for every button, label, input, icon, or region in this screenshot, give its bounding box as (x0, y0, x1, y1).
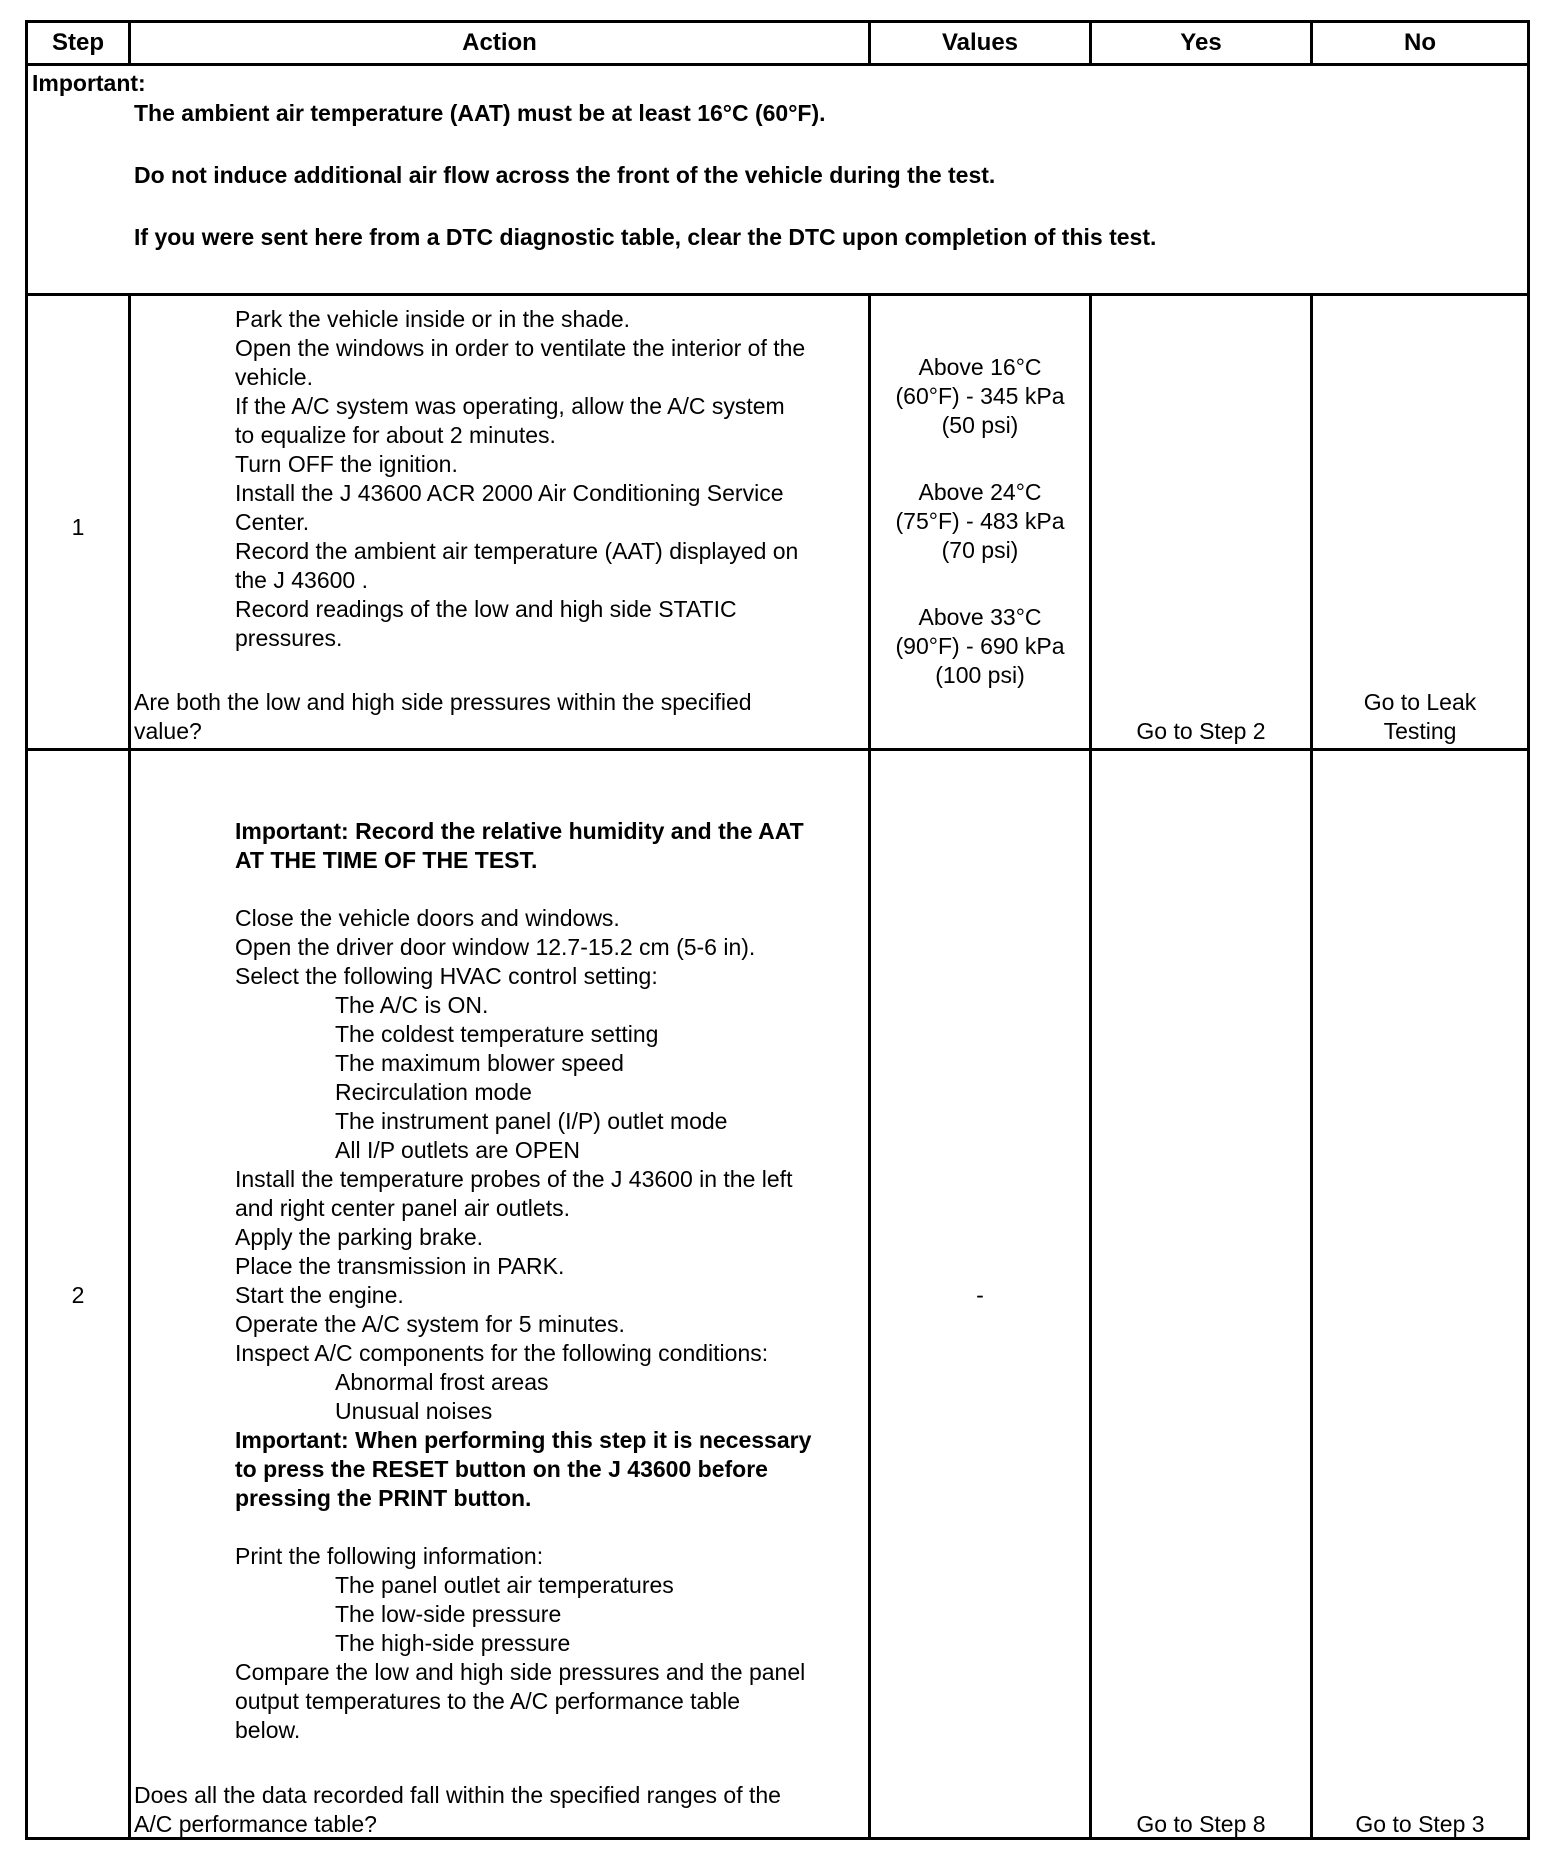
action-line: Close the vehicle doors and windows. (235, 905, 620, 931)
action-line: Open the windows in order to ventilate the interior of the (235, 335, 806, 361)
condition-item: Abnormal frost areas (335, 1369, 549, 1395)
column-divider (1089, 293, 1092, 1840)
action-line: the J 43600 . (235, 567, 368, 593)
action-line: Place the transmission in PARK. (235, 1253, 565, 1279)
value-line: (60°F) - 345 kPa (895, 383, 1065, 409)
print-item: The high-side pressure (335, 1630, 571, 1656)
print-intro: Print the following information: (235, 1543, 544, 1569)
row-divider (28, 293, 1527, 296)
step1-actions (235, 305, 865, 653)
hvac-setting: All I/P outlets are OPEN (335, 1137, 581, 1163)
action-line: to equalize for about 2 minutes. (235, 422, 556, 448)
action-line: Start the engine. (235, 1282, 404, 1308)
action-line: vehicle. (235, 364, 313, 390)
action-line: pressures. (235, 625, 343, 651)
value-line: (90°F) - 690 kPa (895, 633, 1065, 659)
action-line: Record the ambient air temperature (AAT) displayed on (235, 538, 799, 564)
no-line: Testing (1383, 718, 1457, 744)
hvac-setting: The coldest temperature setting (335, 1021, 659, 1047)
hvac-setting: The A/C is ON. (335, 992, 489, 1018)
action-line: below. (235, 1717, 301, 1743)
action-line: Center. (235, 509, 310, 535)
action-line: and right center panel air outlets. (235, 1195, 570, 1221)
action-line: Install the J 43600 ACR 2000 Air Conditioning Service (235, 480, 784, 506)
question-line: A/C performance table? (134, 1811, 377, 1837)
action-line: Open the driver door window 12.7-15.2 cm (5-6 in). (235, 934, 756, 960)
value-line: Above 33°C (918, 604, 1042, 630)
step-number: 2 (71, 1282, 85, 1308)
important-line: The ambient air temperature (AAT) must be at least 16°C (60°F). (134, 100, 826, 126)
hvac-setting: The maximum blower speed (335, 1050, 624, 1076)
no-line: Go to Leak (1363, 689, 1477, 715)
header-yes: Yes (1180, 29, 1222, 56)
question-line: Does all the data recorded fall within the specified ranges of the (134, 1782, 781, 1808)
step2-question (134, 1781, 864, 1839)
step2-values: - (976, 1282, 984, 1308)
row-divider (28, 63, 1527, 66)
important-print: to press the RESET button on the J 43600 before (235, 1456, 768, 1482)
action-line: Inspect A/C components for the following conditions: (235, 1340, 769, 1366)
important-line: Do not induce additional air flow across the front of the vehicle during the test. (134, 162, 996, 188)
column-divider (1310, 293, 1313, 1840)
value-line: Above 16°C (918, 354, 1042, 380)
value-line: (100 psi) (935, 662, 1025, 688)
row-divider (28, 748, 1527, 751)
action-line: Install the temperature probes of the J 43600 in the left (235, 1166, 793, 1192)
value-line: Above 24°C (918, 479, 1042, 505)
action-line: Compare the low and high side pressures and the panel (235, 1659, 806, 1685)
diagnostic-table (25, 20, 1530, 1840)
action-line: If the A/C system was operating, allow the A/C system (235, 393, 785, 419)
print-item: The panel outlet air temperatures (335, 1572, 674, 1598)
value-line: (75°F) - 483 kPa (895, 508, 1065, 534)
value-line: (50 psi) (941, 412, 1019, 438)
important-note: AT THE TIME OF THE TEST. (235, 847, 538, 873)
important-line: If you were sent here from a DTC diagnostic table, clear the DTC upon completion of this test. (134, 224, 1157, 250)
question-line: Are both the low and high side pressures within the specified (134, 689, 752, 715)
hvac-setting: Recirculation mode (335, 1079, 532, 1105)
header-step: Step (51, 29, 104, 56)
important-print: Important: When performing this step it is necessary (235, 1427, 812, 1453)
action-line: Record readings of the low and high side STATIC (235, 596, 737, 622)
important-note: Important: Record the relative humidity and the AAT (235, 818, 804, 844)
value-line: (70 psi) (941, 537, 1019, 563)
step2-actions (235, 817, 865, 1745)
step2-no: Go to Step 3 (1355, 1811, 1485, 1837)
column-divider (128, 293, 131, 1840)
step-number: 1 (71, 514, 85, 540)
header-action: Action (462, 29, 537, 56)
step2-yes: Go to Step 8 (1136, 1811, 1266, 1837)
action-line: Turn OFF the ignition. (235, 451, 458, 477)
step1-no (1313, 688, 1527, 746)
header-values: Values (941, 29, 1019, 56)
action-line: output temperatures to the A/C performance table (235, 1688, 741, 1714)
header-no: No (1404, 29, 1436, 56)
print-item: The low-side pressure (335, 1601, 562, 1627)
action-line: Apply the parking brake. (235, 1224, 484, 1250)
important-title: Important: (32, 70, 146, 96)
hvac-setting: The instrument panel (I/P) outlet mode (335, 1108, 728, 1134)
important-notice (32, 69, 1522, 289)
action-line: Operate the A/C system for 5 minutes. (235, 1311, 625, 1337)
question-line: value? (134, 718, 202, 744)
action-line: Select the following HVAC control setting: (235, 963, 658, 989)
condition-item: Unusual noises (335, 1398, 493, 1424)
step1-yes: Go to Step 2 (1136, 718, 1266, 744)
step1-values (871, 353, 1089, 690)
important-print: pressing the PRINT button. (235, 1485, 532, 1511)
action-line: Park the vehicle inside or in the shade. (235, 306, 631, 332)
step1-question (134, 688, 864, 746)
